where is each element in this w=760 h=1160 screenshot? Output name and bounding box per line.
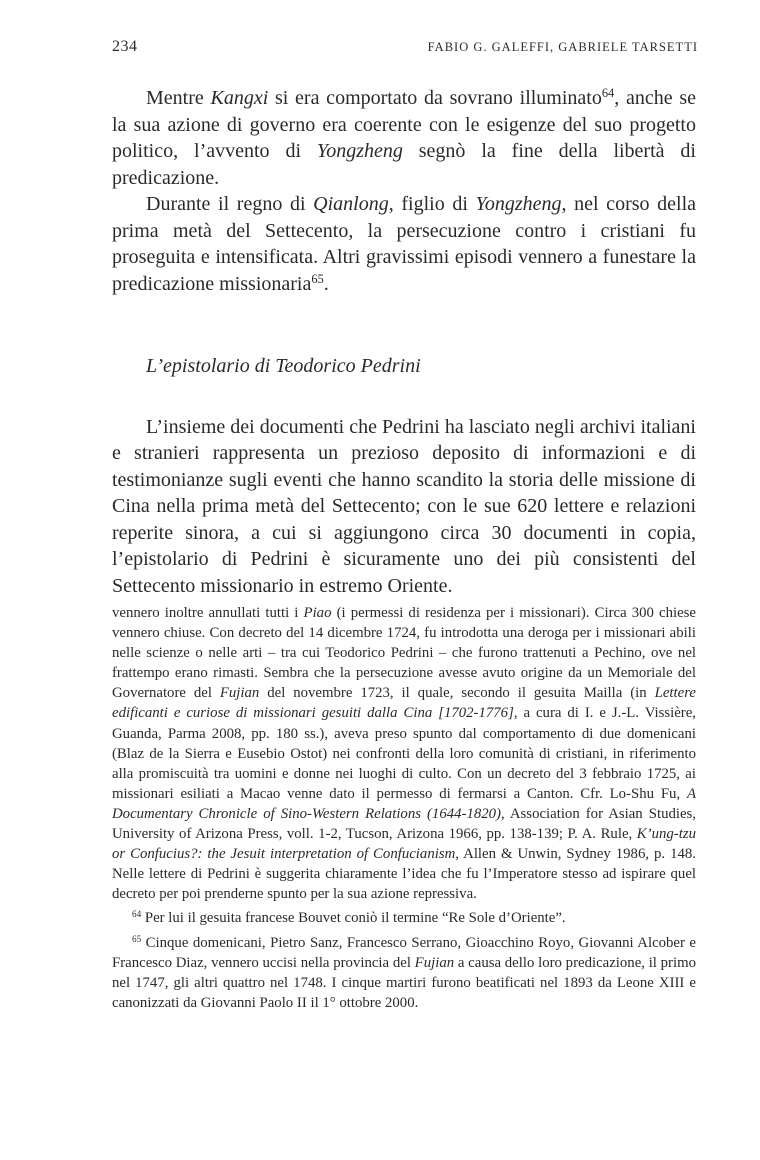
paragraph <box>112 414 696 600</box>
paragraph <box>112 191 696 297</box>
text-run: del novembre 1723, il quale, secondo il gesuita Mailla (in <box>259 685 655 702</box>
footnote-65 <box>112 933 696 1013</box>
text-run: . <box>323 272 329 295</box>
running-header <box>112 38 698 56</box>
italic-run: Yongzheng <box>316 140 403 162</box>
italic-run: K’ung-tzu or Confucius?: the Jesuit interpretation of Confucianism <box>112 826 696 863</box>
footnote-continuation <box>112 603 696 904</box>
italic-run: A Documentary Chronicle of Sino-Western Relations (1644-1820) <box>112 785 696 822</box>
footnote-ref: 65 <box>132 933 142 944</box>
text-run: vennero inoltre annullati tutti i <box>112 605 304 621</box>
section-title: L’epistolario di Teodorico Pedrini <box>146 355 421 377</box>
text-run: , Allen & Unwin, Sydney 1986, p. 148. Nelle lettere di Pedrini è suggerita chiaramente l’idea che fu l’Imperatore stesso ad ispirare quel decreto per poi prenderne spunto per la sua azione repressiva. <box>112 846 696 903</box>
footnote-ref: 64 <box>601 86 615 101</box>
text-run: L’insieme dei documenti che Pedrini ha lasciato negli archivi italiani e stranieri rappresenta un prezioso deposito di informazioni e di testimonianze sugli eventi che hanno scandito la storia delle missione di Cina nella prima metà del Settecento; con le sue 620 lettere e relazioni reperite sinora, a cui si aggiungono circa 30 documenti in copia, l’epistolario di Pedrini è sicuramente uno dei più consistenti del Settecento missionario in estremo Oriente. <box>112 415 696 597</box>
text-run: , figlio di <box>388 193 476 215</box>
italic-run: Yongzheng <box>475 193 562 215</box>
footnote-64 <box>112 908 696 928</box>
text-run: , a cura di I. e J.-L. Vissière, Guanda, Parma 2008, pp. 180 ss.), aveva preso spunto dal comportamento di due domenicani (Blaz de la Sierra e Eusebio Ostot) nei confronti della loro comunità di cristiani, in riferimento alla promiscuità tra uomini e donne nei luoghi di culto. Con un decreto del 3 febbraio 1725, ai missionari esiliati a Macao venne dato il permesso di fermarsi a Canton. Cfr. Lo-Shu Fu, <box>112 705 696 802</box>
text-run: , Association for Asian Studies, University of Arizona Press, voll. 1-2, Tucson, Arizona 1966, pp. 138-139; P. A. Rule, <box>112 805 696 843</box>
text-run: Mentre <box>146 87 211 109</box>
footnote-ref: 64 <box>132 909 142 920</box>
text-run: , nel corso della prima metà del Settecento, la persecuzione contro i cristiani fu proseguita e intensificata. Altri gravissimi episodi vennero a funestare la predicazione missionaria <box>112 193 697 295</box>
italic-run: Lettere edificanti e curiose di missionari gesuiti dalla Cina [1702-1776] <box>112 685 696 722</box>
text-run: si era comportato da sovrano illuminato <box>268 87 602 109</box>
italic-run: Fujian <box>414 954 455 971</box>
main-text <box>112 85 696 599</box>
italic-run: Piao <box>303 605 332 621</box>
italic-run: Qianlong <box>313 193 389 215</box>
text-run: segnò la fine della libertà di predicazione. <box>112 140 696 189</box>
text-run: , anche se la sua azione di governo era coerente con le esigenze del suo progetto politico, l’avvento di <box>112 87 696 162</box>
footnote-ref: 65 <box>311 271 324 286</box>
italic-run: Fujian <box>219 685 260 702</box>
running-head-authors: FABIO G. GALEFFI, GABRIELE TARSETTI <box>427 40 698 54</box>
text-run: Per lui il gesuita francese Bouvet coniò il termine “Re Sole d’Oriente”. <box>141 910 566 927</box>
text-run: Durante il regno di <box>146 193 314 215</box>
paragraph <box>112 85 696 191</box>
footnotes <box>112 603 696 1013</box>
page-number: 234 <box>112 38 138 55</box>
text-run: a causa dello loro predicazione, il primo nel 1747, gli altri quattro nel 1748. I cinque martiri furono beatificati nel 1893 da Leone XIII e canonizzati da Giovanni Paolo II il 1° ottobre 2000. <box>112 954 697 1011</box>
text-run: Cinque domenicani, Pietro Sanz, Francesco Serrano, Gioacchino Royo, Giovanni Alcober e Francesco Diaz, vennero uccisi nella provincia del <box>112 934 696 971</box>
italic-run: Kangxi <box>210 87 269 109</box>
text-run: (i permessi di residenza per i missionari). Circa 300 chiese vennero chiuse. Con decreto del 14 dicembre 1724, fu introdotta una deroga per i missionari abili nelle scienze o nelle arti – tra cui Teodorico Pedrini – che furono trattenuti a Pechino, ove nel frattempo erano rimasti. Sembra che la persecuzione avesse avuto origine da un Memoriale del Governatore del <box>112 605 696 702</box>
